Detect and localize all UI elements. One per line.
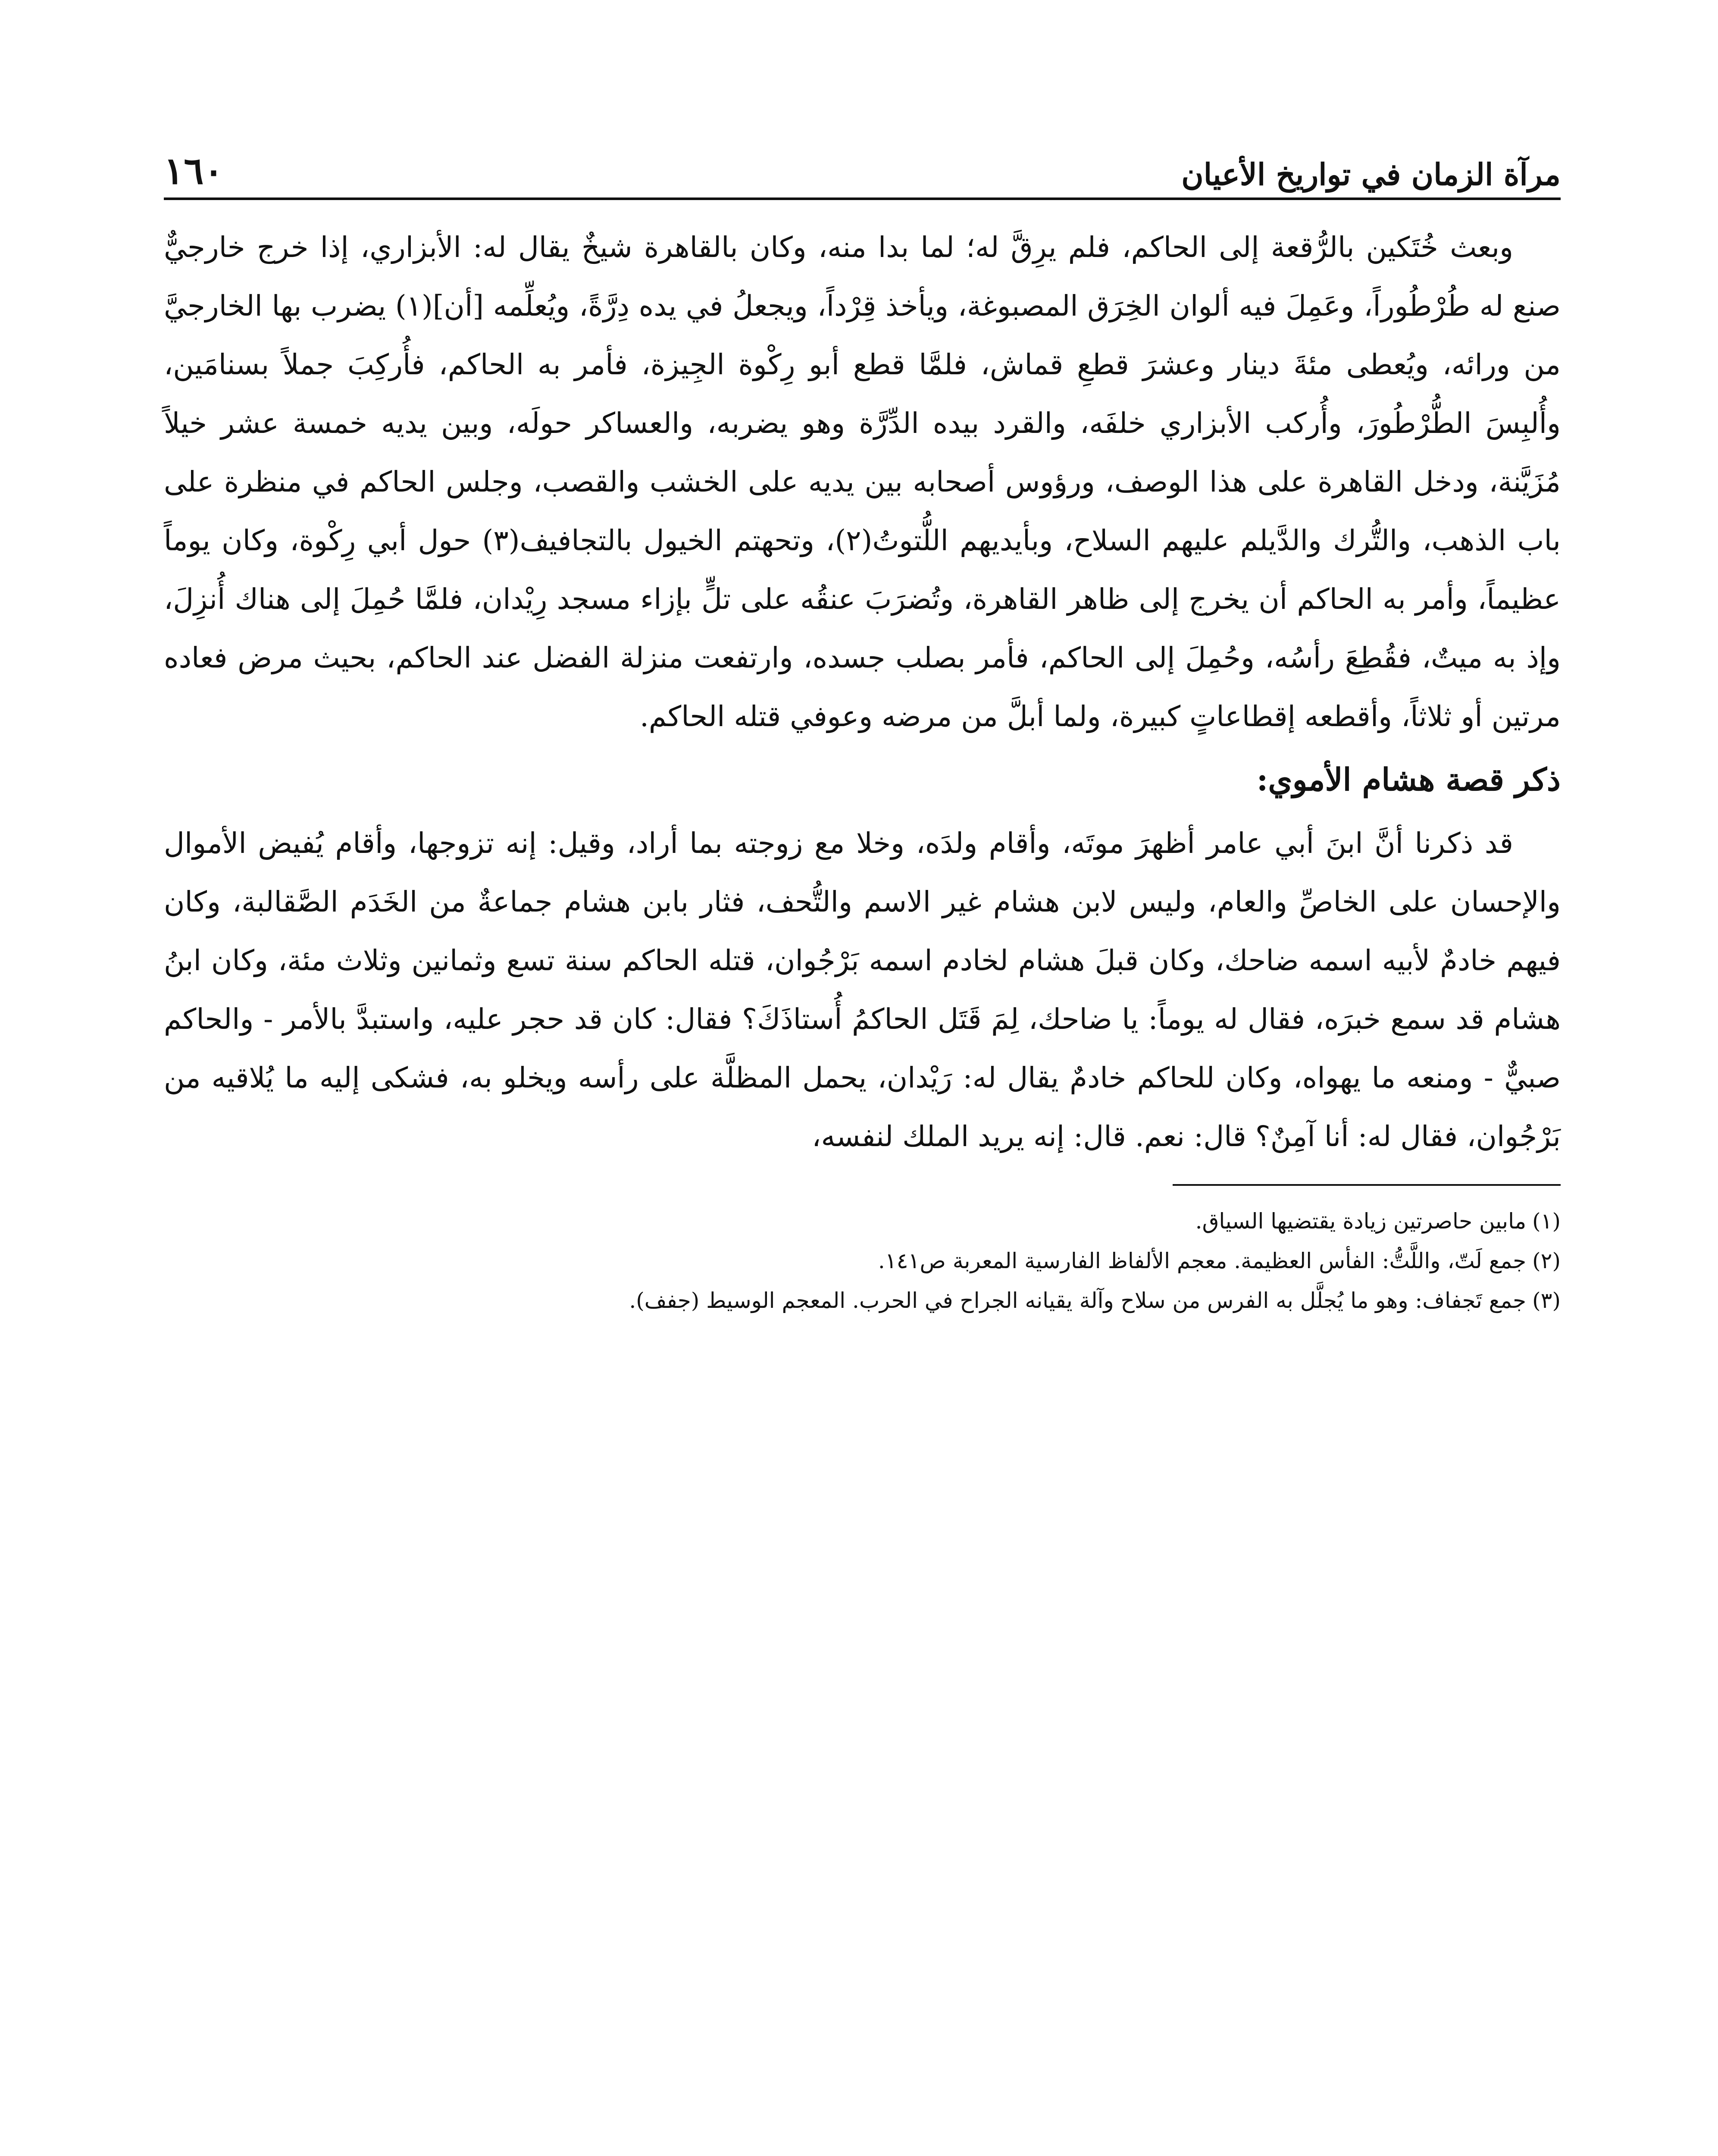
document-page: [164, 129, 1561, 2156]
footnote-3: [164, 1281, 1561, 1320]
section-heading: ذكر قصة هشام الأموي:: [1256, 761, 1561, 798]
body-paragraph-1: [164, 218, 1561, 746]
page-number: ١٦٠: [164, 149, 224, 193]
page-header: [164, 129, 1561, 197]
footnote-2-number: (٢): [1532, 1248, 1561, 1273]
footnote-rule: [1173, 1184, 1561, 1186]
footnote-2: [164, 1241, 1561, 1281]
footnote-3-text: جمع تَجفاف: وهو ما يُجلَّل به الفرس من سلاح وآلة يقيانه الجراح في الحرب. المعجم الوسيط (جفف).: [629, 1288, 1527, 1313]
body-paragraph-2: [164, 814, 1561, 1166]
footnote-1-text: مابين حاصرتين زيادة يقتضيها السياق.: [1195, 1209, 1527, 1234]
body-paragraph-2-text: قد ذكرنا أنَّ ابنَ أبي عامر أظهرَ موتَه، وأقام ولدَه، وخلا مع زوجته بما أراد، وقيل: إنه تزوجها، وأقام يُفيض الأموال والإحسان على الخاصِّ والعام، وليس لابن هشام غير الاسم والتُّحف، فثار بابن هشام جماعةٌ من الخَدَم الصَّقالبة، وكان فيهم خادمٌ لأبيه اسمه ضاحك، وكان قبلَ هشام لخادم اسمه بَرْجُوان، قتله الحاكم سنة تسع وثمانين وثلاث مئة، وكان ابنُ هشام قد سمع خبرَه، فقال له يوماً: يا ضاحك، لِمَ قَتَل الحاكمُ أُستاذَكَ؟ فقال: كان قد حجر عليه، واستبدَّ بالأمر - والحاكم صبيٌّ - ومنعه ما يهواه، وكان للحاكم خادمٌ يقال له: رَيْدان، يحمل المظلَّة على رأسه ويخلو به، فشكى إليه ما يُلاقيه من بَرْجُوان، فقال له: أنا آمِنٌ؟ قال: نعم. قال: إنه يريد الملك لنفسه،: [164, 827, 1561, 1153]
footnote-2-text: جمع لَتّ، واللَّتُّ: الفأس العظيمة. معجم الألفاظ الفارسية المعربة ص١٤١.: [878, 1248, 1527, 1273]
body-paragraph-1-text: وبعث خُتَكين بالرُّقعة إلى الحاكم، فلم يرِقَّ له؛ لما بدا منه، وكان بالقاهرة شيخٌ يقال له: الأبزاري، إذا خرج خارجيٌّ صنع له طُرْطُوراً، وعَمِلَ فيه ألوان الخِرَق المصبوغة، ويأخذ قِرْداً، ويجعلُ في يده دِرَّةً، ويُعلِّمه [أن](١) يضرب بها الخارجيَّ من ورائه، ويُعطى مئةَ دينار وعشرَ قطعِ قماش، فلمَّا قطع أبو رِكْوة الجِيزة، فأمر به الحاكم، فأُركِبَ جملاً بسنامَين، وأُلبِسَ الطُّرْطُورَ، وأُركب الأبزاري خلفَه، والقرد بيده الدِّرَّة وهو يضربه، والعساكر حولَه، وبين يديه خمسة عشر خيلاً مُزَيَّنة، ودخل القاهرة على هذا الوصف، ورؤوس أصحابه بين يديه على الخشب والقصب، وجلس الحاكم في منظرة على باب الذهب، والتُّرك والدَّيلم عليهم السلاح، وبأيديهم اللُّتوتُ(٢)، وتحهتم الخيول بالتجافيف(٣) حول أبي رِكْوة، وكان يوماً عظيماً، وأمر به الحاكم أن يخرج إلى ظاهر القاهرة، وتُضرَبَ عنقُه على تلٍّ بإزاء مسجد رِيْدان، فلمَّا حُمِلَ إلى هناك أُنزِلَ، وإذ به ميتٌ، فقُطِعَ رأسُه، وحُمِلَ إلى الحاكم، فأمر بصلب جسده، وارتفعت منزلة الفضل عند الحاكم، بحيث مرض فعاده مرتين أو ثلاثاً، وأقطعه إقطاعاتٍ كبيرة، ولما أبلَّ من مرضه وعوفي قتله الحاكم.: [164, 231, 1561, 733]
running-title: مرآة الزمان في تواريخ الأعيان: [1181, 157, 1561, 192]
footnote-1-number: (١): [1532, 1209, 1561, 1234]
footnote-1: [164, 1201, 1561, 1241]
footnote-3-number: (٣): [1532, 1288, 1561, 1313]
header-rule: [164, 197, 1561, 200]
